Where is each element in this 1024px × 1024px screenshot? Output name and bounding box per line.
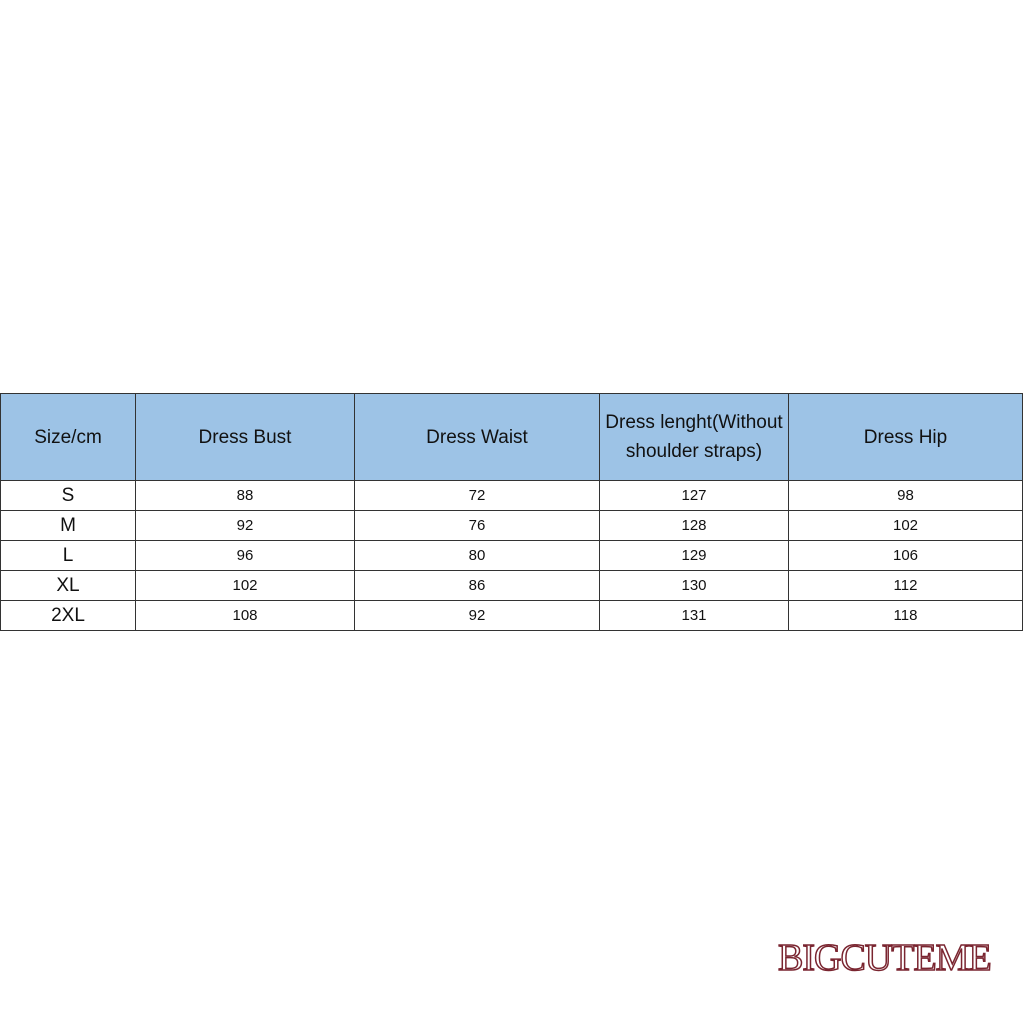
table-header-row	[1, 394, 1023, 481]
bust-cell: 102	[136, 571, 355, 601]
hip-cell: 102	[789, 511, 1023, 541]
table-row	[1, 601, 1023, 631]
waist-cell: 92	[355, 601, 600, 631]
size-cell: M	[1, 511, 136, 541]
waist-cell: 72	[355, 481, 600, 511]
size-cell: S	[1, 481, 136, 511]
size-chart-table	[0, 393, 1023, 631]
header-dress-hip: Dress Hip	[789, 394, 1023, 481]
size-cell: L	[1, 541, 136, 571]
table-row	[1, 511, 1023, 541]
bust-cell: 96	[136, 541, 355, 571]
brand-watermark: BIGCUTEME	[778, 937, 991, 979]
hip-cell: 106	[789, 541, 1023, 571]
hip-cell: 98	[789, 481, 1023, 511]
length-cell: 131	[600, 601, 789, 631]
length-cell: 128	[600, 511, 789, 541]
table-row	[1, 541, 1023, 571]
header-dress-waist: Dress Waist	[355, 394, 600, 481]
header-dress-length: Dress lenght(Without shoulder straps)	[600, 394, 789, 481]
bust-cell: 88	[136, 481, 355, 511]
table-row	[1, 481, 1023, 511]
waist-cell: 76	[355, 511, 600, 541]
hip-cell: 112	[789, 571, 1023, 601]
hip-cell: 118	[789, 601, 1023, 631]
header-size: Size/cm	[1, 394, 136, 481]
length-cell: 127	[600, 481, 789, 511]
header-dress-bust: Dress Bust	[136, 394, 355, 481]
size-cell: 2XL	[1, 601, 136, 631]
bust-cell: 108	[136, 601, 355, 631]
length-cell: 129	[600, 541, 789, 571]
size-cell: XL	[1, 571, 136, 601]
waist-cell: 86	[355, 571, 600, 601]
bust-cell: 92	[136, 511, 355, 541]
length-cell: 130	[600, 571, 789, 601]
waist-cell: 80	[355, 541, 600, 571]
table-row	[1, 571, 1023, 601]
